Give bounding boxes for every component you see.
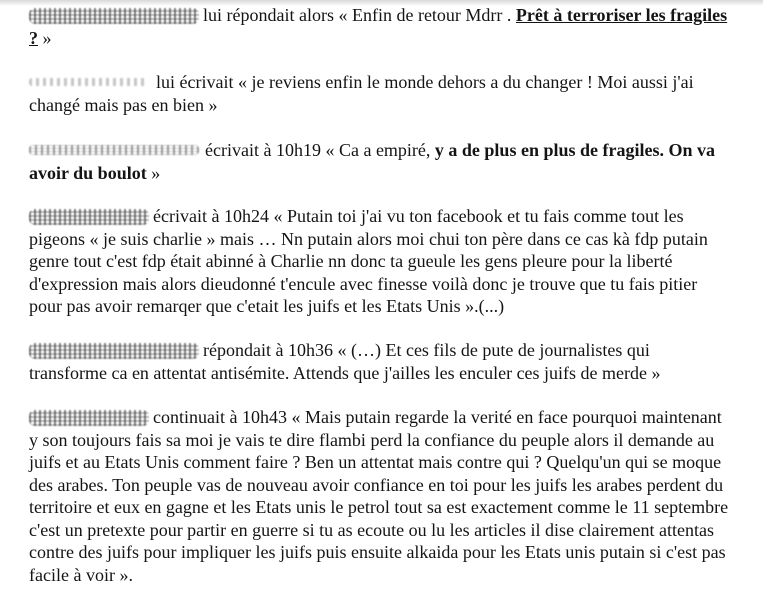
p1-emphasis: Prêt à terroriser les fragiles ? <box>29 5 728 48</box>
p3-text-c: » <box>146 162 161 183</box>
paragraph-3 <box>29 139 729 184</box>
paragraph-5 <box>29 339 729 384</box>
p6-text: continuait à 10h43 « Mais putain regarde la verité en face pourquoi maintenant y son toujours fais sa moi je vais te dire flambi perd la confiance du peuple alors il demande au juifs et au Etats Unis comment faire ? Ben un attentat mais contre qui ? Quelqu'un qui se moque des arabes. Ton peuple vas de nouveau avoir confiance en toi pour les juifs les arabes perdent du territoire et eux en gagne et les Etats unis le petrol tout sa est exactement comme le 11 septembre c'est un pretexte pour partir en guerre si tu as ecoute ou lu les articles il dise clairement attentas contre des juifs pour impliquer les juifs puis ensuite alkaida pour les Etats unis putain si c'est pas facile à voir ». <box>29 407 729 585</box>
redacted-name-5 <box>29 343 199 359</box>
redacted-name-4 <box>29 209 149 225</box>
p5-text: répondait à 10h36 « (…) Et ces fils de pute de journalistes qui transforme ca en attentat antisémite. Attends que j'ailles les enculer ces juifs de merde » <box>29 340 661 383</box>
paragraph-4 <box>29 205 729 318</box>
paragraph-6 <box>29 406 729 586</box>
redacted-name-2 <box>29 78 146 86</box>
redacted-name-6 <box>29 410 149 426</box>
paragraph-2 <box>29 71 729 116</box>
paragraph-1 <box>29 4 729 49</box>
p3-text-a: écrivait à 10h19 « Ca a empiré, <box>205 140 435 160</box>
p4-text: écrivait à 10h24 « Putain toi j'ai vu ton facebook et tu fais comme tout les pigeons « je suis charlie » mais … Nn putain alors moi chui ton père dans ce cas kà fdp putain genre tout c'est fdp était abinné à Charlie nn donc ta gueule les gens pleure pour la liberté d'expression mais alors dieudonné t'encule avec finesse voilà donc je trouve que tu fais pitier pour pas avoir remarqer que c'etait les juifs et les Etats Unis ».(...) <box>29 206 708 316</box>
p3-emphasis: y a de plus en plus de fragiles. On va avoir du boulot <box>29 140 715 183</box>
p1-text-a: lui répondait alors « Enfin de retour Mdrr <box>203 5 507 25</box>
redacted-name-3 <box>29 145 199 155</box>
p2-text: lui écrivait « je reviens enfin le monde dehors a du changer ! Moi aussi j'ai changé mais pas en bien » <box>29 72 694 115</box>
redacted-name-1 <box>29 8 199 24</box>
p1-text-c: » <box>38 27 52 48</box>
p1-text-b: . <box>506 5 516 25</box>
